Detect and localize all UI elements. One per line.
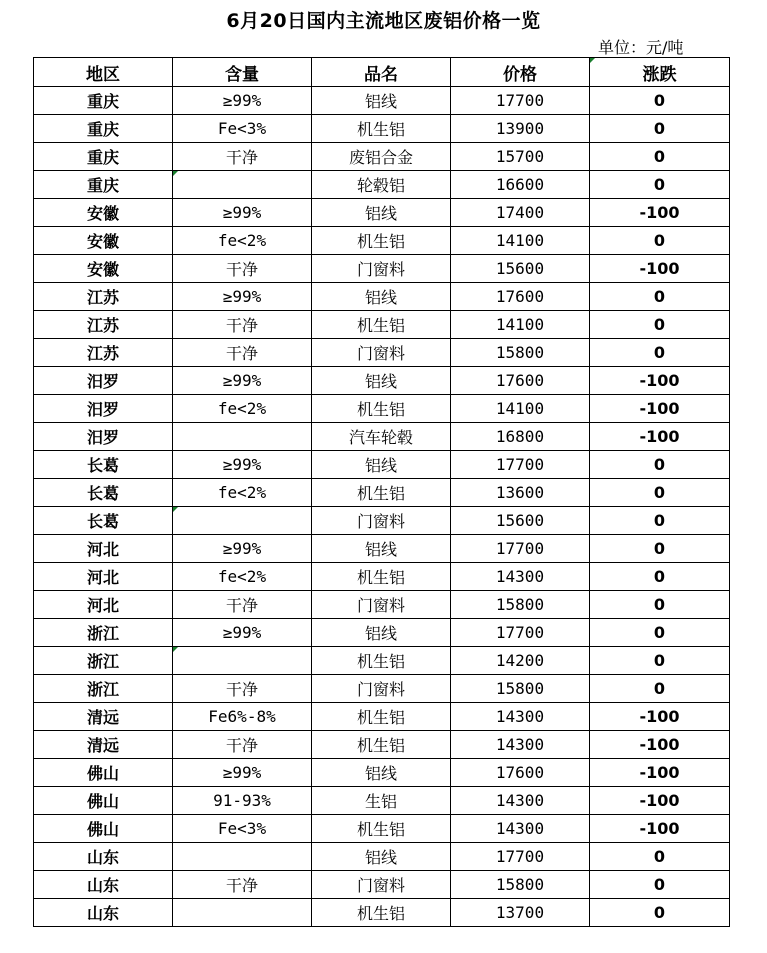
price-cell: 14300 [451, 815, 590, 843]
table-row [34, 451, 730, 479]
price-cell: 16600 [451, 171, 590, 199]
header-product: 品名 [312, 58, 451, 87]
region-cell: 汨罗 [34, 367, 173, 395]
product-cell: 生铝 [312, 787, 451, 815]
region-cell: 长葛 [34, 507, 173, 535]
region-cell: 佛山 [34, 815, 173, 843]
product-cell: 门窗料 [312, 675, 451, 703]
price-cell: 13900 [451, 115, 590, 143]
change-cell: -100 [590, 255, 730, 283]
product-cell: 轮毂铝 [312, 171, 451, 199]
price-cell: 13700 [451, 899, 590, 927]
content-cell: fe<2% [173, 563, 312, 591]
region-cell: 山东 [34, 871, 173, 899]
change-cell: 0 [590, 143, 730, 171]
price-cell: 15600 [451, 507, 590, 535]
region-cell: 重庆 [34, 115, 173, 143]
header-content: 含量 [173, 58, 312, 87]
page-title: 6月20日国内主流地区废铝价格一览 [226, 10, 541, 32]
table-row [34, 619, 730, 647]
change-cell: 0 [590, 479, 730, 507]
product-cell: 铝线 [312, 535, 451, 563]
change-cell: 0 [590, 871, 730, 899]
table-row [34, 255, 730, 283]
change-cell: -100 [590, 367, 730, 395]
region-cell: 江苏 [34, 339, 173, 367]
region-cell: 汨罗 [34, 423, 173, 451]
region-cell: 重庆 [34, 87, 173, 115]
header-change: 涨跌 [590, 58, 730, 87]
change-cell: 0 [590, 675, 730, 703]
table-row [34, 283, 730, 311]
price-cell: 17600 [451, 759, 590, 787]
price-cell: 14100 [451, 395, 590, 423]
change-cell: 0 [590, 171, 730, 199]
change-cell: -100 [590, 395, 730, 423]
price-cell: 15800 [451, 675, 590, 703]
region-cell: 清远 [34, 731, 173, 759]
product-cell: 铝线 [312, 283, 451, 311]
region-cell: 清远 [34, 703, 173, 731]
region-cell: 重庆 [34, 143, 173, 171]
table-row [34, 367, 730, 395]
region-cell: 安徽 [34, 227, 173, 255]
price-cell: 17400 [451, 199, 590, 227]
content-cell: ≥99% [173, 199, 312, 227]
content-cell: Fe<3% [173, 115, 312, 143]
price-cell: 15800 [451, 339, 590, 367]
change-cell: 0 [590, 591, 730, 619]
table-row [34, 871, 730, 899]
region-cell: 安徽 [34, 255, 173, 283]
change-cell: 0 [590, 843, 730, 871]
region-cell: 佛山 [34, 787, 173, 815]
change-cell: -100 [590, 731, 730, 759]
table-row [34, 143, 730, 171]
change-cell: -100 [590, 199, 730, 227]
region-cell: 安徽 [34, 199, 173, 227]
change-cell: 0 [590, 283, 730, 311]
table-row [34, 843, 730, 871]
content-cell: fe<2% [173, 395, 312, 423]
price-cell: 15600 [451, 255, 590, 283]
change-cell: 0 [590, 619, 730, 647]
content-cell: fe<2% [173, 227, 312, 255]
region-cell: 河北 [34, 563, 173, 591]
content-cell: ≥99% [173, 451, 312, 479]
header-row [34, 58, 730, 87]
table-row [34, 731, 730, 759]
content-cell: 干净 [173, 871, 312, 899]
product-cell: 铝线 [312, 87, 451, 115]
price-cell: 17700 [451, 451, 590, 479]
product-cell: 铝线 [312, 619, 451, 647]
change-cell: 0 [590, 311, 730, 339]
content-cell: Fe<3% [173, 815, 312, 843]
change-cell: 0 [590, 563, 730, 591]
region-cell: 重庆 [34, 171, 173, 199]
price-cell: 15800 [451, 591, 590, 619]
change-cell: 0 [590, 535, 730, 563]
table-row [34, 339, 730, 367]
price-cell: 17700 [451, 535, 590, 563]
content-cell: 干净 [173, 591, 312, 619]
region-cell: 浙江 [34, 619, 173, 647]
content-cell: ≥99% [173, 87, 312, 115]
content-cell [173, 843, 312, 871]
change-cell: -100 [590, 815, 730, 843]
table-row [34, 787, 730, 815]
table-row [34, 535, 730, 563]
region-cell: 山东 [34, 843, 173, 871]
content-cell: 干净 [173, 731, 312, 759]
region-cell: 山东 [34, 899, 173, 927]
change-cell: -100 [590, 703, 730, 731]
product-cell: 铝线 [312, 843, 451, 871]
table-row [34, 479, 730, 507]
content-cell: 干净 [173, 339, 312, 367]
table-row [34, 395, 730, 423]
price-cell: 14300 [451, 787, 590, 815]
content-cell: ≥99% [173, 619, 312, 647]
content-cell: ≥99% [173, 759, 312, 787]
product-cell: 机生铝 [312, 115, 451, 143]
content-cell: fe<2% [173, 479, 312, 507]
region-cell: 浙江 [34, 675, 173, 703]
region-cell: 佛山 [34, 759, 173, 787]
table-row [34, 423, 730, 451]
product-cell: 机生铝 [312, 899, 451, 927]
product-cell: 铝线 [312, 367, 451, 395]
region-cell: 浙江 [34, 647, 173, 675]
price-cell: 15700 [451, 143, 590, 171]
table-row [34, 115, 730, 143]
price-cell: 15800 [451, 871, 590, 899]
product-cell: 废铝合金 [312, 143, 451, 171]
table-row [34, 647, 730, 675]
table-row [34, 87, 730, 115]
product-cell: 机生铝 [312, 815, 451, 843]
content-cell [173, 647, 312, 675]
change-cell: -100 [590, 759, 730, 787]
unit-label: 单位：元/吨 [598, 38, 684, 57]
region-cell: 河北 [34, 591, 173, 619]
product-cell: 门窗料 [312, 871, 451, 899]
product-cell: 铝线 [312, 451, 451, 479]
table-row [34, 199, 730, 227]
change-cell: 0 [590, 87, 730, 115]
table-body [34, 87, 730, 927]
header-region: 地区 [34, 58, 173, 87]
product-cell: 机生铝 [312, 703, 451, 731]
product-cell: 铝线 [312, 199, 451, 227]
table-row [34, 227, 730, 255]
product-cell: 汽车轮毂 [312, 423, 451, 451]
change-cell: 0 [590, 647, 730, 675]
product-cell: 机生铝 [312, 311, 451, 339]
change-cell: 0 [590, 451, 730, 479]
product-cell: 机生铝 [312, 647, 451, 675]
product-cell: 机生铝 [312, 563, 451, 591]
product-cell: 机生铝 [312, 731, 451, 759]
product-cell: 机生铝 [312, 395, 451, 423]
table-row [34, 815, 730, 843]
price-cell: 14300 [451, 731, 590, 759]
content-cell [173, 171, 312, 199]
content-cell: 91-93% [173, 787, 312, 815]
price-cell: 17700 [451, 843, 590, 871]
content-cell: Fe6%-8% [173, 703, 312, 731]
change-cell: 0 [590, 227, 730, 255]
price-cell: 17600 [451, 367, 590, 395]
table-row [34, 507, 730, 535]
table-row [34, 171, 730, 199]
price-cell: 17600 [451, 283, 590, 311]
change-cell: 0 [590, 507, 730, 535]
content-cell: ≥99% [173, 367, 312, 395]
table-row [34, 703, 730, 731]
table-row [34, 563, 730, 591]
price-cell: 17700 [451, 87, 590, 115]
price-cell: 14100 [451, 227, 590, 255]
content-cell [173, 507, 312, 535]
content-cell: 干净 [173, 255, 312, 283]
table-row [34, 759, 730, 787]
price-cell: 16800 [451, 423, 590, 451]
price-table [33, 57, 730, 927]
region-cell: 长葛 [34, 479, 173, 507]
product-cell: 门窗料 [312, 339, 451, 367]
change-cell: 0 [590, 899, 730, 927]
table-row [34, 311, 730, 339]
change-cell: 0 [590, 115, 730, 143]
content-cell: 干净 [173, 675, 312, 703]
table-row [34, 675, 730, 703]
product-cell: 门窗料 [312, 591, 451, 619]
content-cell: 干净 [173, 311, 312, 339]
table-row [34, 899, 730, 927]
region-cell: 长葛 [34, 451, 173, 479]
change-cell: -100 [590, 423, 730, 451]
price-cell: 14100 [451, 311, 590, 339]
content-cell: 干净 [173, 143, 312, 171]
content-cell: ≥99% [173, 535, 312, 563]
price-cell: 14200 [451, 647, 590, 675]
price-cell: 17700 [451, 619, 590, 647]
region-cell: 江苏 [34, 283, 173, 311]
product-cell: 铝线 [312, 759, 451, 787]
content-cell: ≥99% [173, 283, 312, 311]
table-row [34, 591, 730, 619]
product-cell: 机生铝 [312, 227, 451, 255]
product-cell: 门窗料 [312, 255, 451, 283]
region-cell: 汨罗 [34, 395, 173, 423]
header-price: 价格 [451, 58, 590, 87]
change-cell: 0 [590, 339, 730, 367]
content-cell [173, 899, 312, 927]
region-cell: 河北 [34, 535, 173, 563]
price-cell: 13600 [451, 479, 590, 507]
region-cell: 江苏 [34, 311, 173, 339]
content-cell [173, 423, 312, 451]
price-cell: 14300 [451, 563, 590, 591]
change-cell: -100 [590, 787, 730, 815]
product-cell: 门窗料 [312, 507, 451, 535]
price-cell: 14300 [451, 703, 590, 731]
product-cell: 机生铝 [312, 479, 451, 507]
